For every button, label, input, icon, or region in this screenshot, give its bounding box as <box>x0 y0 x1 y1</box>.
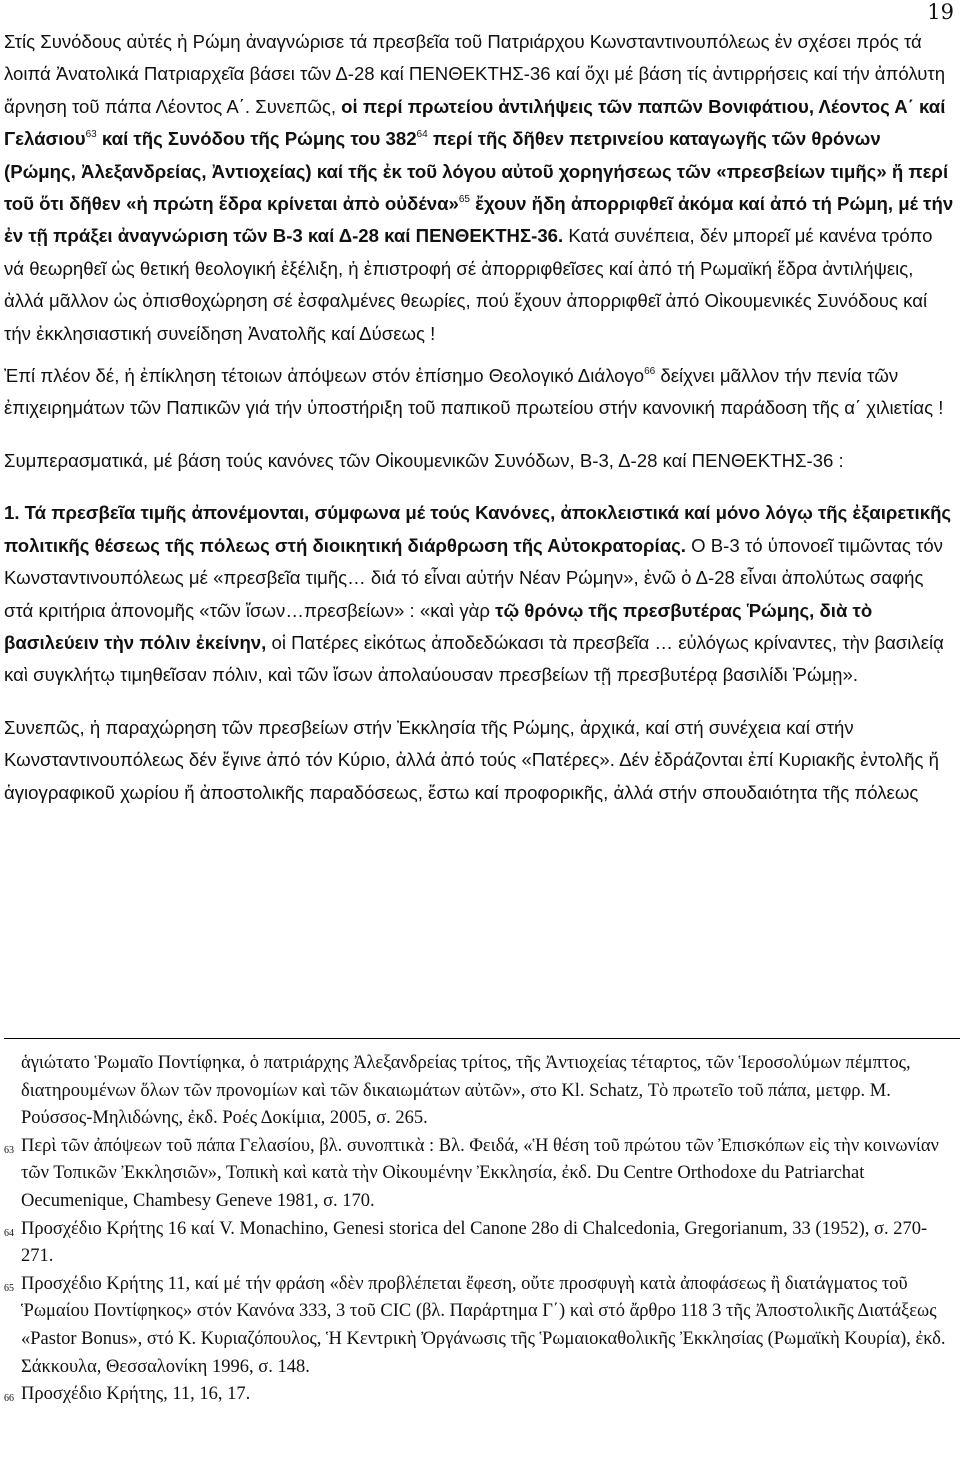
paragraph-2: Ἐπί πλέον δέ, ἡ ἐπίκληση τέτοιων ἀπόψεων στόν ἐπίσημο Θεολογικό Διάλογο$^{66}$ δείχνει μᾶλλον τήν πενία τῶν ἐπιχειρημάτων τῶν Παπικῶν γιά τήν ὑποστήριξη τοῦ παπικοῦ πρωτείου στήν κανονική παράδοση τῆς α΄ χιλιετίας ! <box>4 365 944 419</box>
footnote-63: 63 Περὶ τῶν ἀπόψεων τοῦ πάπα Γελασίου, βλ. συνοπτικὰ : Βλ. Φειδά, «Ἡ θέση τοῦ πρώτου τῶν Ἐπισκόπων εἰς τὴν κοινωνίαν τῶν Τοπικῶν Ἐκκλησιῶν», Τοπικὴ καὶ κατὰ τὴν Οἰκουμένην Ἐκκλησία, ἐκδ. Du Centre Orthodoxe du Patriarchat Oecumenique, Chambesy Geneve 1981, σ. 170. <box>4 1135 939 1211</box>
footnote-65: 65 Προσχέδιο Κρήτης 11, καί μέ τήν φράση «δὲν προβλέπεται ἔφεση, οὔτε προσφυγὴ κατὰ ἀποφάσεως ἢ διατάγματος τοῦ Ῥωμαίου Ποντίφηκος» στόν Κανόνα 333, 3 τοῦ CIC (βλ. Παράρτημα Γ΄) καὶ στό ἄρθρο 118 3 τῆς Ἀποστολικῆς Διατάξεως «Pastor Bonus», στό Κ. Κυριαζόπουλος, Ἡ Κεντρικὴ Ὀργάνωσις τῆς Ῥωμαιοκαθολικῆς Ἐκκλησίας (Ρωμαϊκὴ Κουρία), ἐκδ. Σάκκουλα, Θεσσαλονίκη 1996, σ. 148. <box>4 1273 946 1377</box>
paragraph-3: Συμπερασματικά, μέ βάση τούς κανόνες τῶν Οἰκουμενικῶν Συνόδων, Β-3, Δ-28 καί ΠΕΝΘΕΚΤΗΣ-36 : <box>4 449 844 471</box>
footnote-ref-64[interactable]: 64 <box>416 129 428 141</box>
footnote-continuation: ἁγιώτατο Ῥωμαῖο Ποντίφηκα, ὁ πατριάρχης Ἀλεξανδρείας τρίτος, τῆς Ἀντιοχείας τέταρτος, τῶν Ἱεροσολύμων πέμπτος, διατηρουμένων ὅλων τῶν προνομίων καὶ τῶν δικαιωμάτων αὐτῶν», στο Kl. Schatz, Τὸ πρωτεῖο τοῦ πάπα, μετφρ. Μ. Ρούσσος-Μηλιδώνης, ἐκδ. Ροές Δοκίμια, 2005, σ. 265. <box>21 1053 911 1129</box>
footnote-64: 64 Προσχέδιο Κρήτης 16 καί V. Monachino, Genesi storica del Canone 28o di Chalcedonia, Gregorianum, 33 (1952), σ. 270-271. <box>4 1218 928 1267</box>
paragraph-1: Στίς Συνόδους αὐτές ἡ Ρώμη ἀναγνώρισε τά πρεσβεῖα τοῦ Πατριάρχου Κωνσταντινουπόλεως ἐν σχέσει πρός τά λοιπά Ἀνατολικά Πατριαρχεῖα βάσει τῶν Δ-28 καί ΠΕΝΘΕΚΤΗΣ-36 καί ὄχι μέ βάση τίς ἀντιρρήσεις καί τήν ἀπόλυτη ἄρνηση τοῦ πάπα Λέοντος Α΄. Συνεπῶς, οἱ περί πρωτείου ἀντιλήψεις τῶν παπῶν Βονιφάτιου, Λέοντος Α΄ καί Γελάσιου$^{63}$ καί τῆς Συνόδου τῆς Ρώμης του $382^{64}$ περί τῆς δῆθεν πετρινείου καταγωγῆς τῶν θρόνων (Ρώμης, Ἀλεξανδρείας, Ἀντιοχείας) καί τῆς ἐκ τοῦ λόγου αὐτοῦ χορηγήσεως τῶν «πρεσβείων τιμῆς» ἤ περί τοῦ ὅτι δῆθεν «ἡ πρώτη ἕδρα κρίνεται ἀπὸ οὐδένα»$^{65}$ ἔχουν ἤδη ἀπορριφθεῖ ἀκόμα καί ἀπό τή Ρώμη, μέ τήν ἐν τῇ πράξει ἀναγνώριση τῶν Β-3 καί Δ-28 καί ΠΕΝΘΕΚΤΗΣ-36. Κατά συνέπεια, δέν μπορεῖ μέ κανένα τρόπο νά θεωρηθεῖ ὡς θετική θεολογική ἐξέλιξη, ἡ ἐπιστροφή σέ ἀπορριφθεῖσες καί ἀπό τή Ρωμαϊκή ἕδρα ἀντιλήψεις, ἀλλά μᾶλλον ὡς ὀπισθοχώρηση σέ ἐσφαλμένες θεωρίες, πού ἔχουν ἀπορριφθεῖ ἀπό Οἰκουμενικές Συνόδους καί τήν ἐκκλησιαστική συνείδηση Ἀνατολῆς καί Δύσεως ! <box>4 31 954 344</box>
paragraph-4: 1. Τά πρεσβεῖα τιμῆς ἀπονέμονται, σύμφωνα μέ τούς Κανόνες, ἀποκλειστικά καί μόνο λόγῳ τῆς ἐξαιρετικῆς πολιτικῆς θέσεως τῆς πόλεως στή διοικητική διάρθρωση τῆς Αὐτοκρατορίας. Ο Β-3 τό ὑπονοεῖ τιμῶντας τόν Κωνσταντινουπόλεως μέ «πρεσβεῖα τιμῆς… διά τό εἶναι αὐτήν Νέαν Ρώμην», ἐνῶ ὁ Δ-28 εἶναι ἀπολύτως σαφής στά κριτήρια ἀπονομῆς «τῶν ἴσων…πρεσβείων» : «καὶ γὰρ τῷ θρόνῳ τῆς πρεσβυτέρας Ῥώμης, διὰ τὸ βασιλεύειν τὴν πόλιν ἐκείνην, οἱ Πατέρες εἰκότως ἀποδεδώκασι τὰ πρεσβεῖα … εὐλόγως κρίναντες, τὴν βασιλείᾳ καὶ συγκλήτῳ τιμηθεῖσαν πόλιν, καὶ τῶν ἴσων ἀπολαύουσαν πρεσβείων τῇ πρεσβυτέρᾳ βασιλίδι Ῥώμῃ». <box>4 502 952 686</box>
footnotes <box>4 1050 954 1409</box>
page-number: 19 <box>927 0 954 24</box>
footnote-66: 66 Προσχέδιο Κρήτης, 11, 16, 17. <box>4 1384 251 1405</box>
footnote-separator <box>4 1038 960 1039</box>
footnote-ref-63[interactable]: 63 <box>85 129 97 141</box>
paragraph-5: Συνεπῶς, ἡ παραχώρηση τῶν πρεσβείων στήν Ἐκκλησία τῆς Ρώμης, ἀρχικά, καί στή συνέχεια καί στήν Κωνσταντινουπόλεως δέν ἔγινε ἀπό τόν Κύριο, ἀλλά ἀπό τούς «Πατέρες». Δέν ἑδράζονται ἐπί Κυριακῆς ἐντολῆς ἤ ἁγιογραφικοῦ χωρίου ἤ ἀποστολικῆς παραδόσεως, ἔστω καί προφορικῆς, ἀλλά στήν σπουδαιότητα τῆς πόλεως <box>4 716 939 803</box>
footnote-ref-65[interactable]: 65 <box>458 194 470 206</box>
main-text <box>4 26 954 829</box>
footnote-ref-66[interactable]: 66 <box>644 366 656 378</box>
